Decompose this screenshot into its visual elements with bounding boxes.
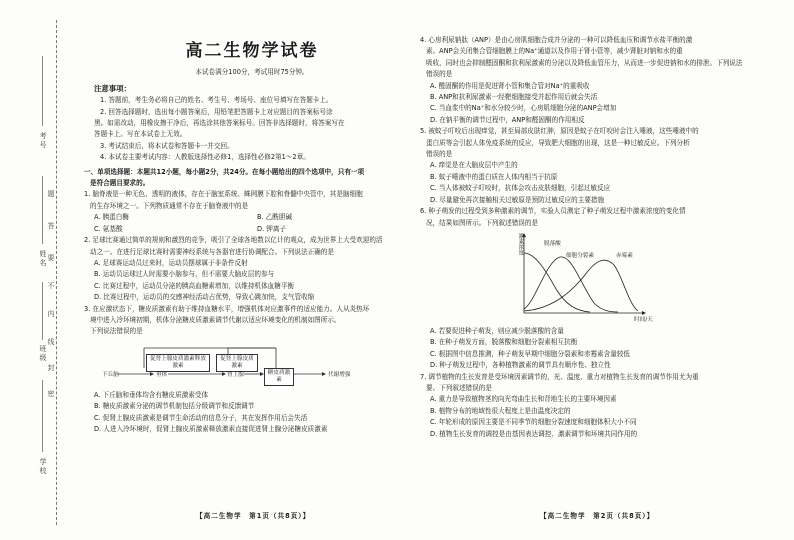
note-line: 黑。如需改动，用橡皮擦干净后，再选涂其他答案标号。回答非选择题时，将答案写在 <box>94 119 345 128</box>
field-line-xingming <box>42 176 43 244</box>
seal-line <box>56 20 57 525</box>
question-stem: 境中进入冷环境初期，机体分泌糖皮质激素调节代谢以适应环境变化的机制如图所示。 <box>90 315 341 324</box>
field-line-banji <box>42 282 43 340</box>
option-c[interactable]: C. 当人体被蚊子叮咬时，抗体会攻击皮肤细胞，引起过敏反应 <box>430 184 611 193</box>
note-line: 1. 答题前，考生务必将自己的姓名、考生号、考场号、座位号填写在答题卡上。 <box>100 96 333 105</box>
option-a[interactable]: A. 胰蛋白酶 <box>94 213 129 222</box>
question-stem: 4. 心房利尿钠肽（ANP）是由心房肌细胞合成并分泌的一种可以降低血压和调节水盐平衡的激 <box>420 36 693 44</box>
options-row <box>84 212 420 223</box>
hpa-axis-diagram <box>84 340 420 388</box>
seal-word: 要 <box>47 254 55 261</box>
question-stem: 1. 脑脊液是一种无色、透明的液体，存在于脑室系统、蛛网膜下腔和脊髓中央管中，其是脑细胞 <box>84 190 363 199</box>
graph-plot <box>510 231 660 323</box>
option-c[interactable]: C. 促肾上腺皮质激素是调节生命活动的信息分子，其在发挥作用后会失活 <box>94 413 308 422</box>
note-line: 3. 考试结束后，将本试卷和答题卡一并交回。 <box>100 141 234 150</box>
right-column <box>420 35 770 440</box>
option-a[interactable]: A. 醛固酮的作用是促进肾小管和集合管对Na⁺的重吸收 <box>430 81 590 90</box>
option-d[interactable]: D. 钾离子 <box>257 224 287 233</box>
question-7 <box>420 372 770 440</box>
question-2 <box>84 235 420 303</box>
option-c[interactable]: C. 根据图中信息推测，种子萌发早期中细胞分裂素和赤霉素含量较低 <box>430 349 631 358</box>
curve-ga <box>524 260 638 311</box>
binding-strip <box>0 0 60 540</box>
note-line: 4. 本试卷主要考试内容：人教版选择性必修1，选择性必修2第1～2章。 <box>100 153 310 162</box>
question-stem: 吸收，同时也会抑制醛固酮和抗利尿激素的分泌以及降低血管压力，从而进一步促进钠和水的排泄。下列说法 <box>426 58 743 67</box>
option-a[interactable]: A. 重力是导致植物茎的向光弯曲生长和背地生长的主要环境因素 <box>430 395 617 404</box>
option-a[interactable]: A. 痒觉是在大脑皮层中产生的 <box>430 161 518 170</box>
question-stem: 况，结果如图所示。下列叙述错误的是 <box>426 218 539 227</box>
seal-word: 密 <box>47 390 55 397</box>
node-metabolism: 代谢增强 <box>328 371 351 378</box>
field-label-xuexiao: 学校 <box>39 458 47 476</box>
field-line-kaohao <box>42 56 43 126</box>
graph-ylabel: 激素浓度 <box>517 232 524 256</box>
footer-page-right: 【高二生物学 第2页（共8页）】 <box>540 512 655 520</box>
exam-title: 高二生物学试卷 <box>185 41 319 61</box>
option-c[interactable]: C. 当血浆中的Na⁺和水分较少时，心房肌细胞分泌的ANP会增加 <box>430 104 617 113</box>
option-b[interactable]: B. 植物分布的地域性很大程度上是由温度决定的 <box>430 406 571 415</box>
question-stem: 蛋白质等会引起人体免疫系统的反应，导致肥大细胞的出现，这是一种过敏反应。下列分析 <box>426 138 690 147</box>
option-a[interactable]: A. 下丘脑和垂体均含有糖皮质激素受体 <box>94 390 209 399</box>
field-line-xuexiao <box>42 380 43 452</box>
node-acth: 促肾上腺皮质激素 <box>216 354 258 372</box>
left-column <box>84 28 420 435</box>
option-b[interactable]: B. 运动员运球过人时需要小脑参与，但不需要大脑皮层的参与 <box>94 270 275 279</box>
option-b[interactable]: B. ANP和抗利尿激素一经靶细胞接受并起作用后就会失活 <box>430 93 598 102</box>
option-a[interactable]: A. 足球赛运动员过来时，运动员摆球属于非条件反射 <box>94 258 248 267</box>
node-adrenal: 肾上腺 <box>227 371 244 378</box>
option-b[interactable]: B. 糖皮质激素分泌的调节机制包括分级调节和反馈调节 <box>94 402 255 411</box>
option-d[interactable]: D. 在钠平衡的调节过程中，ANP和醛固酮的作用相反 <box>430 115 585 124</box>
question-stem: 错误的是 <box>426 70 453 79</box>
question-stem: 动之一。在进行足球比赛时需要神经系统与各器官进行协调配合。下列说法正确的是 <box>90 247 334 256</box>
field-label-kaohao: 考号 <box>39 132 47 150</box>
option-d[interactable]: D. 植物生长发育的调控是由基因表达调控、激素调节和环境共同作用的 <box>430 429 638 438</box>
footer-page-left: 【高二生物学 第1页（共8页）】 <box>196 512 311 520</box>
option-d[interactable]: D. 比赛过程中，运动员的交感神经活动占优势，导致心跳加快，支气管收缩 <box>94 293 315 302</box>
question-stem: 3. 在应激状态下，糖皮质激素有助于维持血糖水平，增强机体对应激事件的适应能力。人从炎热环 <box>84 304 370 313</box>
option-c[interactable]: C. 年轮形成的原因主要是不同季节的细胞分裂速度和细胞体积大小不同 <box>430 418 637 427</box>
question-stem: 5. 被蚊子叮咬后出现痒觉，甚至局部皮肤红肿，原因是蚊子在叮咬时会注入唾液，这些唾液中的 <box>420 127 699 136</box>
option-d[interactable]: D. 人进入冷环境时，促肾上腺皮质激素释放激素直接促进肾上腺分泌糖皮质激素 <box>94 424 328 433</box>
option-d[interactable]: D. 种子萌发过程中，各种植物激素的调节具有顺序性、独立性 <box>430 361 611 370</box>
series-label-aba: 脱落酸 <box>544 240 561 247</box>
node-crh: 促肾上腺皮质激素释放激素 <box>146 354 210 372</box>
question-stem: 的生存环境之一。下列物质通常不存在于脑脊液中的是 <box>90 201 249 210</box>
series-label-ctk: 细胞分裂素 <box>566 252 594 259</box>
seal-word: 线 <box>47 338 55 345</box>
seal-word: 封 <box>47 364 55 371</box>
seal-word: 答 <box>47 222 55 229</box>
question-stem: 错误的是 <box>426 150 453 159</box>
section-heading: 一、单项选择题：本题共12小题，每小题2分，共24分。在每小题给出的四个选项中，只有一项 <box>84 167 365 176</box>
seal-word: 题 <box>47 190 55 197</box>
question-stem: 要。下列叙述错误的是 <box>426 383 492 392</box>
option-b[interactable]: B. 蚊子唾液中的蛋白质在人体内相当于抗原 <box>430 172 558 181</box>
exam-subtitle: 本试卷满分100分，考试用时75分钟。 <box>195 68 309 77</box>
option-d[interactable]: D. 尽量避免再次接触相关过敏原是预防过敏反应的主要措施 <box>430 195 605 204</box>
seal-word: 内 <box>47 310 55 317</box>
hormone-graph <box>420 231 770 323</box>
option-c[interactable]: C. 氨基酸 <box>94 224 123 233</box>
node-glucocorticoid: 糖皮质激素 <box>264 368 294 386</box>
question-5 <box>420 126 770 206</box>
question-stem: 2. 足球比赛通过简单的规则和激烈的竞争，吸引了全球各地数以亿计的观众，成为世界上大受欢迎的活 <box>84 236 383 245</box>
seal-word: 不 <box>47 282 55 289</box>
field-label-banji: 班级 <box>39 345 47 363</box>
question-1 <box>84 189 420 235</box>
option-c[interactable]: C. 比赛过程中，运动员分泌的胰高血糖素增加，以维持机体血糖平衡 <box>94 281 295 290</box>
section-heading-cont: 是符合题目要求的。 <box>90 179 150 188</box>
question-stem: 7. 调节植物的生长发育是受环境因素调节的，光、温度、重力对植物生长发育的调节作用尤为重 <box>420 372 699 381</box>
question-6 <box>420 206 770 371</box>
node-pituitary: 垂体 <box>156 371 168 378</box>
notes-heading: 注意事项： <box>94 83 131 93</box>
question-4 <box>420 35 770 126</box>
question-3 <box>84 304 420 436</box>
question-stem: 下列说法错误的是 <box>90 327 143 336</box>
graph-xlabel: 时间/天 <box>634 316 653 323</box>
option-b[interactable]: B. 在种子萌发方面，脱落酸和细胞分裂素相互抗衡 <box>430 338 578 347</box>
note-line: 2. 回答选择题时，选出每小题答案后，用铅笔把答题卡上对应题目的答案标号涂 <box>100 107 333 116</box>
field-label-xingming: 姓名 <box>39 250 47 268</box>
note-line: 答题卡上。写在本试卷上无效。 <box>94 130 187 139</box>
node-hypothalamus: 下丘脑 <box>102 371 119 378</box>
option-b[interactable]: B. 乙酰胆碱 <box>257 213 293 222</box>
curve-ctk <box>524 257 618 312</box>
option-a[interactable]: A. 若要促进种子萌发，则应减少脱落酸的含量 <box>430 326 564 335</box>
question-stem: 素。ANP会关闭集合管细胞膜上的Na⁺通道以及作用于肾小管等，减少肾脏对钠和水的重 <box>426 47 683 56</box>
question-stem: 6. 种子萌发的过程受到多种激素的调节，实验人员测定了种子萌发过程中激素浓度的变化情 <box>420 207 686 216</box>
options-row <box>84 224 420 235</box>
series-label-ga: 赤霉素 <box>616 252 633 259</box>
